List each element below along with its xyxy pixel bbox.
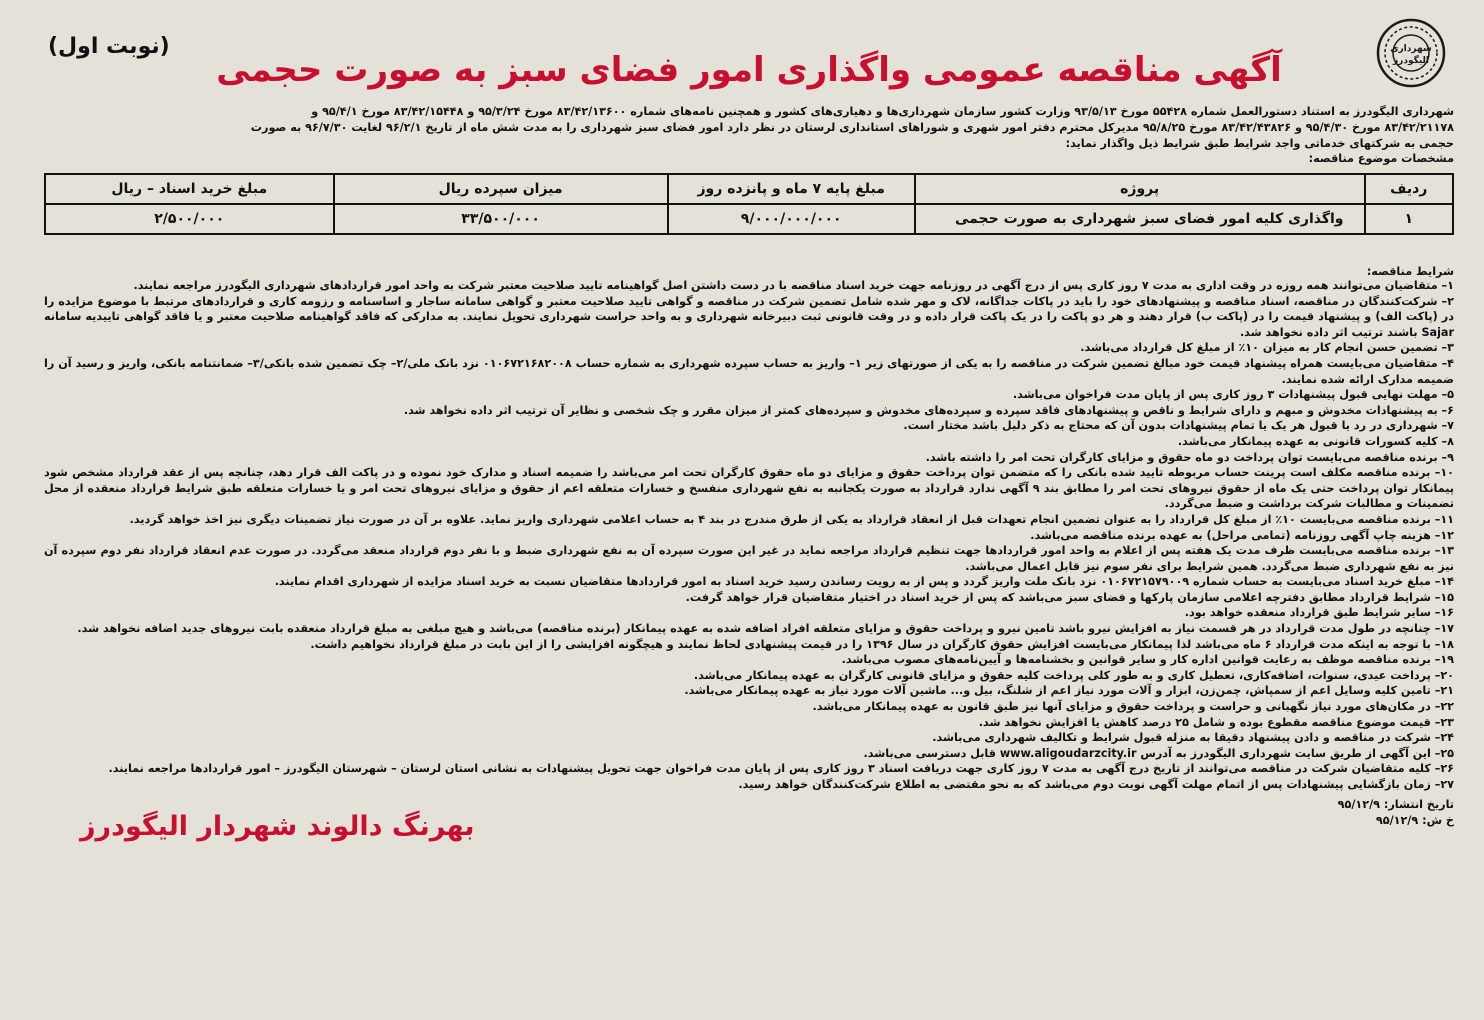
- cell-project: واگذاری کلیه امور فضای سبز شهرداری به صورت حجمی: [915, 204, 1365, 234]
- conditions-heading: شرایط مناقصه:: [1366, 265, 1454, 278]
- condition-item: ۱۵– شرایط قرارداد مطابق دفترچه اعلامی سازمان پارکها و فضای سبز می‌باشد که پس از خرید اسناد در اختیار متقاضیان قرار خواهد گرفت.: [685, 590, 1454, 604]
- condition-item: ۲۶– کلیه متقاضیان شرکت در مناقصه می‌توانند از تاریخ درج آگهی به مدت ۷ روز کاری جهت دریافت اسناد ۳ روز کاری پس از پایان مدت فراخوان جهت تحویل پیشنهادات به نشانی استان لرستان – شهرستان الیگودرز – امور قراردادها مراجعه نمایند.: [108, 762, 1454, 776]
- header-deposit: میزان سپرده ریال: [334, 174, 668, 204]
- condition-item: ۱۳– برنده مناقصه می‌بایست ظرف مدت یک هفته پس از اعلام به واحد امور قراردادها جهت تنظیم قرارداد مراجعه نماید در غیر این صورت سپرده آن به نفع شهرداری ضبط و با نفر دوم قرارداد منعقد می‌گردد. در صورت عدم انعقاد قرارداد نفر دوم سپرده آن نیز به نفع شهرداری ضبط می‌گردد. همین شرایط برای نفر سوم نیز قابل اعمال می‌باشد.: [44, 544, 1454, 573]
- intro-line-3: حجمی به شرکتهای خدماتی واجد شرایط طبق شرایط ذیل واگذار نماید:: [1065, 137, 1454, 150]
- mayor-signature: بهرنگ دالوند شهردار الیگودرز: [80, 810, 475, 842]
- footer-meta: [1338, 797, 1454, 829]
- condition-item: ۲۵– این آگهی از طریق سایت شهرداری الیگودرز به آدرس www.aligoudarzcity.ir قابل دسترسی می‌باشد.: [863, 746, 1454, 760]
- condition-item: ۳– تضمین حسن انجام کار به میزان ۱۰٪ از مبلغ کل قرارداد می‌باشد.: [1080, 341, 1454, 355]
- intro-paragraph: [44, 104, 1454, 152]
- notice-number: (نوبت اول): [48, 34, 170, 59]
- condition-item: ۱۹– برنده مناقصه موظف به رعایت قوانین اداره کار و سایر قوانین و بخشنامه‌ها و آیین‌نامه‌های مصوب می‌باشد.: [841, 653, 1454, 667]
- spec-label: مشخصات موضوع مناقصه:: [1308, 152, 1454, 165]
- condition-item: ۱– متقاضیان می‌توانند همه روزه در وقت اداری به مدت ۷ روز کاری پس از درج آگهی در روزنامه جهت خرید اسناد مناقصه با در دست داشتن اصل گواهینامه تایید صلاحیت معتبر شرکت به واحد امور قراردادهای شهرداری الیگودرز مراجعه نمایند.: [133, 279, 1454, 292]
- condition-item: ۱۱– برنده مناقصه می‌بایست ۱۰٪ از مبلغ کل قرارداد را به عنوان تضمین انجام تعهدات قبل از انعقاد قرارداد به یکی از طرق مندرج در بند ۴ به حساب اعلامی شهرداری واریز نماید. علاوه بر آن در صورت نیاز تضمینات دیگری نیز اخذ خواهد گردید.: [129, 512, 1454, 526]
- condition-item: ۱۶– سایر شرایط طبق قرارداد منعقده خواهد بود.: [1184, 606, 1454, 620]
- condition-item: ۲۴– شرکت در مناقصه و دادن پیشنهاد دقیقا به منزله قبول شرایط و تکالیف شهرداری می‌باشد.: [932, 731, 1454, 745]
- condition-item: ۷– شهرداری در رد یا قبول هر یک یا تمام پیشنهادات بدون آن که محتاج به ذکر دلیل باشد مختار است.: [903, 419, 1454, 433]
- condition-item: ۲۰– پرداخت عیدی، سنوات، اضافه‌کاری، تعطیل کاری و به طور کلی پرداخت کلیه حقوق و مزایای قانونی کارگران به عهده پیمانکار می‌باشد.: [693, 668, 1454, 682]
- header-project: پروژه: [915, 174, 1365, 204]
- condition-item: ۱۸– با توجه به اینکه مدت قرارداد ۶ ماه می‌باشد لذا پیمانکار می‌بایست افزایش حقوق کارگران در سال ۱۳۹۶ را در قیمت پیشنهادی لحاظ نمایند و هیچگونه افزایشی را از این بابت در مبلغ قرارداد نخواهیم داشت.: [310, 637, 1454, 651]
- cell-deposit: ۳۳/۵۰۰/۰۰۰: [334, 204, 668, 234]
- condition-item: ۲۱– تامین کلیه وسایل اعم از سمپاش، چمن‌زن، ابزار و آلات مورد نیاز اعم از شلنگ، بیل و... ماشین آلات مورد نیاز به عهده پیمانکار می‌باشد.: [684, 684, 1454, 698]
- logo-text-top: شهرداری: [1390, 44, 1432, 54]
- header-doc-price: مبلغ خرید اسناد – ریال: [45, 174, 334, 204]
- condition-item: ۸– کلیه کسورات قانونی به عهده پیمانکار می‌باشد.: [1177, 434, 1454, 448]
- condition-item: ۴– متقاضیان می‌بایست همراه پیشنهاد قیمت خود مبالغ تضمین شرکت در مناقصه را به یکی از صورتهای زیر ۱– واریز به حساب سپرده شهرداری به شماره حساب ۰۱۰۶۷۲۱۶۸۲۰۰۸ نزد بانک ملی/۲– چک تضمین شده بانکی/۳– ضمانتنامه بانکی، واریز و رسید آن را ضمیمه مدارک ارائه شده نمایند.: [44, 356, 1455, 386]
- condition-item: ۲۳– قیمت موضوع مناقصه مقطوع بوده و شامل ۲۵ درصد کاهش یا افزایش نخواهد شد.: [978, 715, 1454, 729]
- notice-footer: [44, 797, 1454, 887]
- table-row: [45, 204, 1453, 234]
- condition-item: ۹– برنده مناقصه می‌بایست توان پرداخت دو ماه حقوق و مزایای کارگران تحت امر را داشته باشد.: [925, 450, 1454, 464]
- reference-number: خ ش: ۹۵/۱۲/۹: [1375, 813, 1454, 827]
- publish-date: تاریخ انتشار: ۹۵/۱۲/۹: [1337, 797, 1454, 811]
- intro-line-2: ۸۳/۴۲/۲۱۱۷۸ مورخ ۹۵/۴/۳۰ و ۸۳/۴۲/۴۳۸۲۶ مورخ ۹۵/۸/۲۵ مدیرکل محترم دفتر امور شهری و شوراهای استانداری لرستان در نظر دارد امور فضای سبز شهرداری را به مدت شش ماه از تاریخ ۹۶/۲/۱ لغایت ۹۶/۷/۳۰ به صورت: [250, 121, 1454, 134]
- header-row-number: ردیف: [1365, 174, 1453, 204]
- condition-item: ۵– مهلت نهایی قبول پیشنهادات ۳ روز کاری پس از پایان مدت فراخوان می‌باشد.: [1012, 388, 1454, 402]
- condition-item: ۲۲– در مکان‌های مورد نیاز نگهبانی و حراست و پرداخت حقوق و مزایای آنها نیز طبق قانون به عهده پیمانکار می‌باشد.: [812, 700, 1454, 714]
- condition-item: ۱۷– چنانچه در طول مدت قرارداد در هر قسمت نیاز به افزایش نیرو باشد تامین نیرو و پرداخت حقوق و مزایای متعلقه افراد اضافه شده به عهده پیمانکار (برنده مناقصه) می‌باشد و هیچ مبلغی به مبلغ قرارداد منعقده بابت نیروهای جدید اضافه نخواهد شد.: [77, 622, 1454, 636]
- condition-item: ۲– شرکت‌کنندگان در مناقصه، اسناد مناقصه و پیشنهادهای خود را باید در پاکات جداگانه، لاک و مهر شده شامل تضمین شرکت در مناقصه و گواهی تایید صلاحیت معتبر و گواهی سامانه ساجار و اساسنامه و رزومه کاری و قراردادهای مرتبط با موضوع مزایده را در (پاکت الف) و پیشنهاد قیمت را در (پاکت ب) قرار دهند و هر دو پاکت را در یک پاکت قرار داده و در وقت قانونی ثبت دبیرخانه شهرداری و به واحد حراست شهرداری تحویل نمایند. به مدارکی که فاقد گواهینامه صلاحیت معتبر و یا فاقد گواهی تاییدیه سامانه Sajar باشند ترتیب اثر داده نخواهد شد.: [44, 294, 1454, 339]
- cell-row-number: ۱: [1365, 204, 1453, 234]
- cell-doc-price: ۲/۵۰۰/۰۰۰: [45, 204, 334, 234]
- notice-header: [44, 10, 1454, 92]
- header-base-price: مبلغ پایه ۷ ماه و پانزده روز: [668, 174, 915, 204]
- condition-item: ۲۷– زمان بازگشایی پیشنهادات پس از اتمام مهلت آگهی نوبت دوم می‌باشد که به نحو مقتضی به اطلاع شرکت‌کنندگان خواهد رسید.: [738, 778, 1454, 791]
- conditions-list: [44, 278, 1454, 793]
- condition-item: ۶– به پیشنهادات مخدوش و مبهم و دارای شرایط و ناقص و پیشنهادهای فاقد سپرده و سپرده‌های مخدوش و سپرده‌های کمتر از میزان مقرر و چک شخصی و نظایر آن ترتیب اثر داده نخواهد شد.: [403, 403, 1454, 417]
- cell-base-price: ۹/۰۰۰/۰۰۰/۰۰۰: [668, 204, 915, 234]
- logo-text-bottom: الیگودرز: [1393, 56, 1429, 66]
- condition-item: ۱۰– برنده مناقصه مکلف است پرینت حساب مربوطه تایید شده بانکی را که متضمن توان پرداخت حقوق و مزایای دو ماه حقوق کارگران تحت امر می‌باشد را ضمیمه اسناد و مدارک خود نموده و در پاکت الف قرار دهد، چنانچه پس از عقد قرارداد مشخص شود پیمانکار توان پرداخت حتی یک ماه از حقوق نیروهای تحت امر را مطابق بند ۹ آگهی ندارد قرارداد به صورت یکجانبه به نفع شهرداری منفسخ و خسارات متعلقه اعم از حقوق و مزایای نیروهای تحت امر و یا خسارات متعلقه طبق شرایط قرارداد منعقده از محل تضمینات و مطالبات شرکت برداشت و ضبط می‌گردد.: [44, 466, 1454, 511]
- project-table: [44, 173, 1454, 235]
- notice-title: آگهی مناقصه عمومی واگذاری امور فضای سبز به صورت حجمی: [216, 50, 1282, 90]
- condition-item: ۱۲– هزینه چاپ آگهی روزنامه (تمامی مراحل) به عهده برنده مناقصه می‌باشد.: [1030, 528, 1454, 542]
- table-header-row: [45, 174, 1453, 204]
- intro-line-1: شهرداری الیگودرز به استناد دستورالعمل شماره ۵۵۴۲۸ مورخ ۹۳/۵/۱۳ وزارت کشور سازمان شهرداری‌ها و دهیاری‌های کشور و همچنین نامه‌های شماره ۸۳/۴۲/۱۳۶۰۰ مورخ ۹۵/۳/۲۴ و ۸۳/۴۲/۱۵۴۴۸ مورخ ۹۵/۴/۱ و: [311, 105, 1454, 118]
- condition-item: ۱۴– مبلغ خرید اسناد می‌بایست به حساب شماره ۰۱۰۶۷۲۱۵۷۹۰۰۹ نزد بانک ملت واریز گردد و پس از به رویت رساندن رسید خرید اسناد به امور قراردادها متقاضیان نسبت به خرید اسناد مزایده از شهرداری اقدام نمایند.: [274, 575, 1454, 589]
